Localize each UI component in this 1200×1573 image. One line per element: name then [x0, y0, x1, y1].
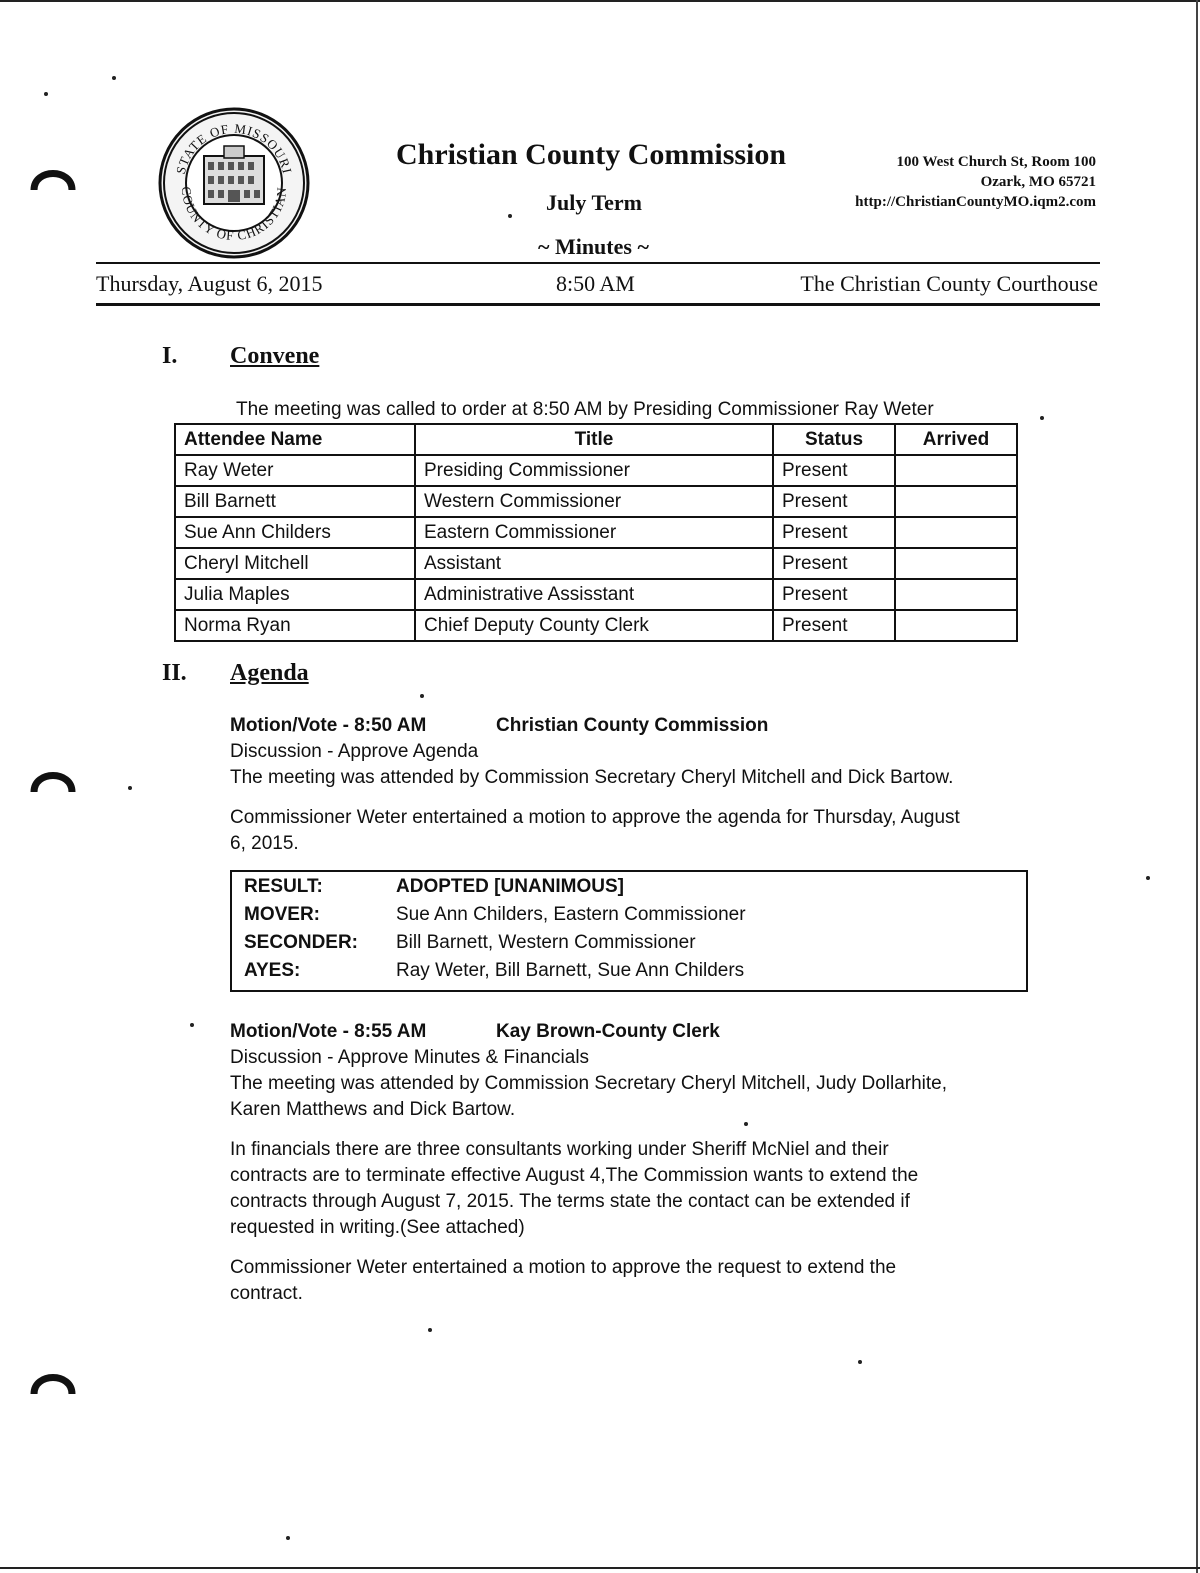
attendee-title: Chief Deputy County Clerk	[415, 610, 773, 641]
discussion-line: Discussion - Approve Agenda	[230, 741, 479, 762]
section-title-agenda: Agenda	[230, 660, 309, 686]
attendee-name: Cheryl Mitchell	[175, 548, 415, 579]
table-header-row	[175, 424, 1017, 455]
website-link[interactable]: http://ChristianCountyMO.iqm2.com	[855, 194, 1096, 210]
header-divider-bottom	[96, 303, 1100, 306]
attendee-arrived	[895, 579, 1017, 610]
attendee-status: Present	[773, 517, 895, 548]
column-header: Title	[415, 424, 773, 455]
address-line-1: 100 West Church St, Room 100	[896, 154, 1096, 170]
scan-speck	[1146, 876, 1150, 880]
attendee-status: Present	[773, 610, 895, 641]
scan-speck	[508, 214, 512, 218]
scan-speck	[128, 786, 132, 790]
ayes-row	[244, 960, 744, 982]
attendee-arrived	[895, 455, 1017, 486]
page-border-right	[1196, 0, 1198, 1573]
attendance-line: The meeting was attended by Commission Secretary Cheryl Mitchell and Dick Bartow.	[230, 767, 954, 788]
attendee-title: Assistant	[415, 548, 773, 579]
attendee-title: Presiding Commissioner	[415, 455, 773, 486]
punch-hole-icon	[30, 1364, 76, 1398]
attendee-arrived	[895, 548, 1017, 579]
scan-speck	[190, 1023, 194, 1027]
table-row	[175, 455, 1017, 486]
scan-speck	[44, 92, 48, 96]
section-number: I.	[162, 343, 178, 369]
motion-heading: Motion/Vote - 8:55 AM	[230, 1021, 427, 1042]
mover-label: MOVER:	[244, 904, 320, 925]
result-label: RESULT:	[244, 876, 323, 897]
table-row	[175, 579, 1017, 610]
column-header: Status	[773, 424, 895, 455]
motion-presenter: Kay Brown-County Clerk	[496, 1021, 720, 1042]
scan-speck	[112, 76, 116, 80]
table-row	[175, 517, 1017, 548]
motion-presenter: Christian County Commission	[496, 715, 769, 736]
document-title: Christian County Commission	[396, 138, 787, 171]
column-header: Arrived	[895, 424, 1017, 455]
attendee-name: Julia Maples	[175, 579, 415, 610]
table-row	[175, 486, 1017, 517]
attendee-name: Ray Weter	[175, 455, 415, 486]
motion-heading: Motion/Vote - 8:50 AM	[230, 715, 427, 736]
scan-speck	[286, 1536, 290, 1540]
punch-hole-icon	[30, 762, 76, 796]
meeting-location: The Christian County Courthouse	[800, 271, 1098, 296]
result-row	[244, 876, 624, 898]
discussion-line: Discussion - Approve Minutes & Financials	[230, 1047, 590, 1068]
attendee-name: Sue Ann Childers	[175, 517, 415, 548]
attendee-arrived	[895, 486, 1017, 517]
attendee-status: Present	[773, 486, 895, 517]
table-row	[175, 610, 1017, 641]
table-row	[175, 548, 1017, 579]
page-border-top	[0, 0, 1200, 2]
attendee-name: Bill Barnett	[175, 486, 415, 517]
section-title-convene: Convene	[230, 343, 320, 369]
scan-speck	[1040, 416, 1044, 420]
term-label: July Term	[546, 190, 642, 215]
financials-line: contracts through August 7, 2015. The terms state the contact can be extended if	[230, 1191, 910, 1212]
county-seal-icon	[158, 104, 310, 262]
seconder-label: SECONDER:	[244, 932, 359, 953]
attendee-arrived	[895, 610, 1017, 641]
attendee-title: Administrative Assisstant	[415, 579, 773, 610]
meeting-time: 8:50 AM	[556, 271, 635, 296]
scan-speck	[744, 1122, 748, 1126]
seconder-value: Bill Barnett, Western Commissioner	[396, 932, 696, 953]
mover-value: Sue Ann Childers, Eastern Commissioner	[396, 904, 746, 925]
seconder-row	[244, 932, 696, 954]
attendance-line: The meeting was attended by Commission Secretary Cheryl Mitchell, Judy Dollarhite,	[230, 1073, 948, 1094]
vote-result-box	[230, 870, 1028, 992]
financials-line: In financials there are three consultants working under Sheriff McNiel and their	[230, 1139, 889, 1160]
result-value: ADOPTED [UNANIMOUS]	[396, 876, 624, 897]
attendance-line: Karen Matthews and Dick Bartow.	[230, 1099, 516, 1120]
motion-text-line: Commissioner Weter entertained a motion to approve the agenda for Thursday, August	[230, 807, 960, 828]
mover-row	[244, 904, 746, 926]
address-block	[855, 152, 1096, 212]
motion-text-line: Commissioner Weter entertained a motion to approve the request to extend the	[230, 1257, 897, 1278]
ayes-value: Ray Weter, Bill Barnett, Sue Ann Childers	[396, 960, 745, 981]
attendee-status: Present	[773, 455, 895, 486]
meeting-date: Thursday, August 6, 2015	[96, 271, 323, 296]
financials-line: requested in writing.(See attached)	[230, 1217, 525, 1238]
page-border-bottom	[0, 1567, 1200, 1569]
attendee-status: Present	[773, 548, 895, 579]
scan-speck	[420, 694, 424, 698]
header-divider	[96, 262, 1100, 264]
ayes-label: AYES:	[244, 960, 301, 981]
motion-text-line: 6, 2015.	[230, 833, 299, 854]
svg-text:STATE OF MISSOURI: STATE OF MISSOURI	[172, 120, 296, 176]
financials-line: contracts are to terminate effective August 4,The Commission wants to extend the	[230, 1165, 919, 1186]
section-number: II.	[162, 660, 187, 686]
motion-text-line: contract.	[230, 1283, 303, 1304]
attendee-arrived	[895, 517, 1017, 548]
scan-speck	[858, 1360, 862, 1364]
scan-speck	[428, 1328, 432, 1332]
attendee-title: Eastern Commissioner	[415, 517, 773, 548]
attendee-name: Norma Ryan	[175, 610, 415, 641]
attendee-table	[174, 423, 1018, 642]
minutes-label: ~ Minutes ~	[538, 234, 649, 259]
convene-intro: The meeting was called to order at 8:50 AM by Presiding Commissioner Ray Weter	[236, 399, 934, 420]
address-line-2: Ozark, MO 65721	[980, 174, 1096, 190]
column-header: Attendee Name	[175, 424, 415, 455]
punch-hole-icon	[30, 160, 76, 194]
svg-text:COUNTY OF CHRISTIAN: COUNTY OF CHRISTIAN	[178, 185, 290, 244]
attendee-title: Western Commissioner	[415, 486, 773, 517]
attendee-status: Present	[773, 579, 895, 610]
